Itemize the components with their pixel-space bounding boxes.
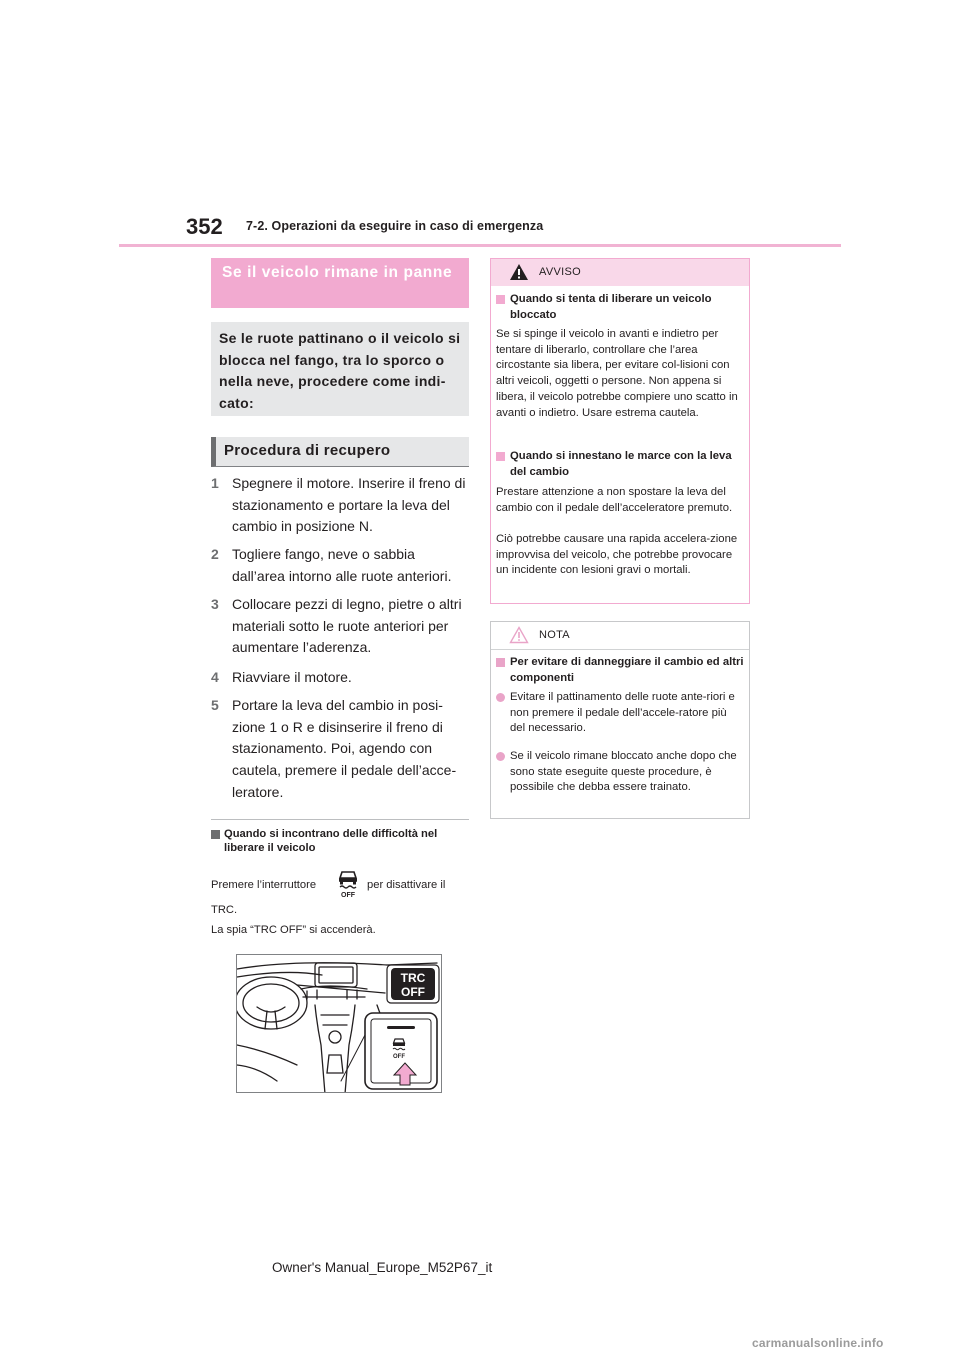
- warning-subheading: [496, 449, 744, 481]
- nota-bullet-text: Evitare il pattinamento delle ruote ante-riori e non premere il pedale dell’accele-ratore più del necessario.: [510, 691, 735, 735]
- dashboard-illustration: [236, 954, 442, 1093]
- intro-text: Se le ruote pattinano o il veicolo si blocca nel fango, tra lo sporco o nella neve, procedere come indi-cato:: [219, 330, 461, 411]
- page-number: 352: [186, 214, 223, 239]
- warning-subheading-text: Quando si tenta di liberare un veicolo bloccato: [510, 293, 712, 321]
- procedure-heading: [211, 437, 469, 467]
- warning-header: [491, 259, 749, 286]
- step-number: 3: [211, 596, 219, 612]
- step-text: Togliere fango, neve o sabbia dall’area intorno alle ruote anteriori.: [232, 546, 452, 584]
- trc-label-bottom: OFF: [401, 985, 425, 999]
- step-number: 5: [211, 697, 219, 713]
- note-heading-text: Quando si incontrano delle difficoltà nel liberare il veicolo: [224, 828, 438, 854]
- nota-subheading: [496, 655, 744, 687]
- step-number: 2: [211, 546, 219, 562]
- indicator-text: La spia “TRC OFF” si accenderà.: [211, 924, 376, 936]
- manual-footer: Owner's Manual_Europe_M52P67_it: [272, 1260, 493, 1275]
- trc-text: TRC.: [211, 904, 238, 916]
- step-item: [211, 594, 471, 660]
- square-bullet-icon: [496, 295, 505, 304]
- header-rule: [119, 244, 841, 247]
- step-item: [211, 473, 471, 539]
- step-number: 4: [211, 669, 219, 685]
- nota-bullet-text: Se il veicolo rimane bloccato anche dopo che sono state eseguite queste procedure, è possibile che debba essere trainato.: [510, 750, 737, 794]
- square-bullet-icon: [496, 452, 505, 461]
- closeup-off-label: OFF: [393, 1054, 405, 1060]
- procedure-heading-text: Procedura di recupero: [224, 442, 391, 459]
- round-bullet-icon: [496, 693, 505, 702]
- divider: [211, 819, 469, 820]
- nota-bullet: [496, 749, 744, 813]
- intro-box: [211, 322, 469, 416]
- warning-label: AVVISO: [539, 266, 581, 278]
- warning-body: Ciò potrebbe causare una rapida accelera-zione improvvisa del veicolo, che potrebbe provocare un incidente con lesioni gravi o mortali.: [496, 533, 738, 577]
- round-bullet-icon: [496, 752, 505, 761]
- step-text: Collocare pezzi di legno, pietre o altri materiali sotto le ruote anteriori per aumentare l’aderenza.: [232, 596, 462, 656]
- nota-label: NOTA: [539, 629, 570, 641]
- step-number: 1: [211, 475, 219, 491]
- step-item: [211, 544, 471, 588]
- press-text-after: per disattivare il: [367, 879, 446, 891]
- icon-off-label: OFF: [341, 892, 355, 898]
- nota-bullet: [496, 690, 744, 738]
- trc-off-switch-icon: [334, 868, 362, 898]
- step-item: [211, 667, 471, 689]
- watermark: carmanualsonline.info: [752, 1336, 884, 1350]
- box-title-text: Se il veicolo rimane in panne: [222, 264, 453, 281]
- press-text: Premere l’interruttore: [211, 879, 317, 891]
- square-bullet-icon: [496, 658, 505, 667]
- warning-subheading: [496, 292, 744, 324]
- step-item: [211, 695, 471, 805]
- warning-triangle-icon: [509, 263, 529, 281]
- square-bullet-icon: [211, 830, 220, 839]
- step-text: Spegnere il motore. Inserire il freno di stazionamento e portare la leva del cambio in posizione N.: [232, 475, 466, 535]
- step-text: Riavviare il motore.: [232, 669, 352, 685]
- trc-label-top: TRC: [400, 971, 426, 985]
- warning-box: [490, 258, 750, 604]
- nota-header: [491, 622, 749, 650]
- warning-body: Se si spinge il veicolo in avanti e indietro per tentare di liberarlo, controllare che l’area circostante sia libera, per evitare col-lisioni con altri veicoli, oggetti o persone. Non appena si libera, il veicolo potrebbe compiere uno scatto in avanti o indietro. Usare estrema cautela.: [496, 328, 738, 419]
- section-title: 7-2. Operazioni da eseguire in caso di emergenza: [246, 219, 544, 233]
- nota-subheading-text: Per evitare di danneggiare il cambio ed altri componenti: [510, 656, 744, 684]
- nota-box: [490, 621, 750, 819]
- box-title: [211, 258, 469, 308]
- step-text: Portare la leva del cambio in posi-zione 1 o R e disinserire il freno di stazionamento. Poi, agendo con cautela, premere il pedale dell’acce-leratore.: [232, 697, 457, 800]
- warning-subheading-text: Quando si innestano le marce con la leva del cambio: [510, 450, 732, 478]
- warning-body: Prestare attenzione a non spostare la leva del cambio con il pedale dell’acceleratore premuto.: [496, 486, 733, 514]
- caution-triangle-icon: [509, 626, 529, 644]
